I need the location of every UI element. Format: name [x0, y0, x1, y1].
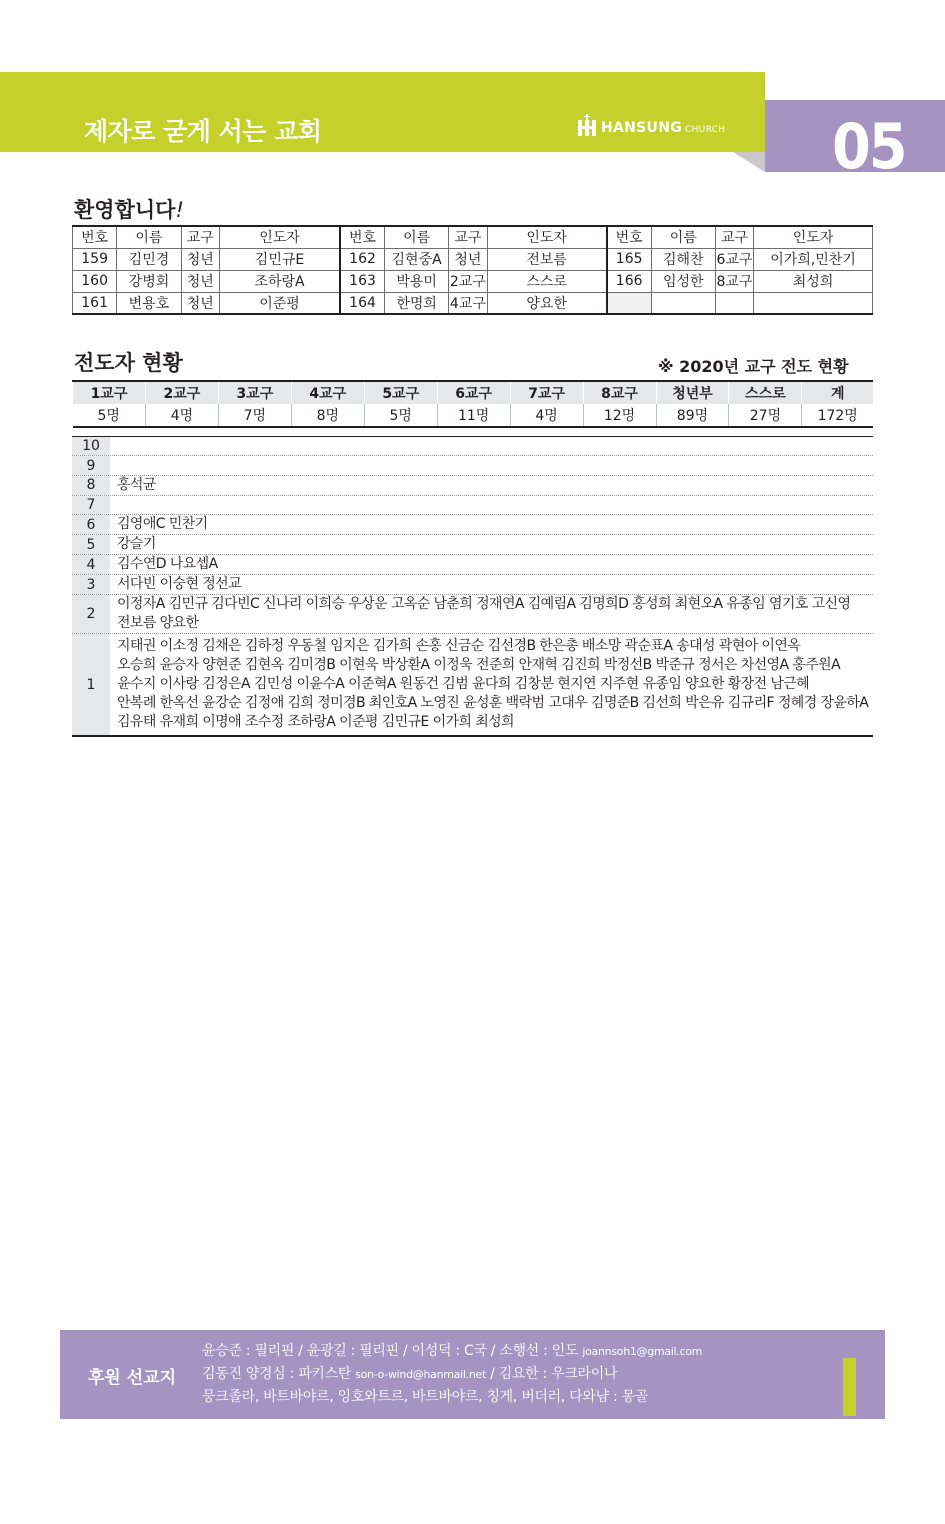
ranking-names [110, 456, 117, 474]
stats-value-cell: 11명 [437, 404, 510, 427]
welcome-header-cell: 번호 [73, 226, 117, 248]
welcome-header-row [73, 226, 873, 248]
stats-header-cell: 5교구 [364, 381, 437, 404]
ranking-names-line: 오승희 윤승자 양현준 김현옥 김미경B 이현욱 박상환A 이정욱 전준희 안재혁 김진희 박정선B 박준규 정서은 차선영A 홍주원A [117, 657, 841, 674]
welcome-cell: 160 [73, 270, 117, 292]
missionaries-list [202, 1340, 702, 1409]
welcome-cell: 청년 [449, 248, 487, 270]
ranking-names-line: 김수연D 나요셉A [117, 556, 218, 573]
welcome-cell: 변용호 [117, 292, 181, 314]
stats-value-cell: 172명 [802, 404, 873, 427]
welcome-cell [607, 292, 651, 314]
ranking-row [72, 476, 873, 496]
welcome-row [73, 292, 873, 314]
welcome-header-cell: 인도자 [487, 226, 607, 248]
welcome-header-cell: 인도자 [219, 226, 340, 248]
church-logo [578, 114, 725, 136]
page-title: 제자로 굳게 서는 교회 [84, 117, 322, 146]
ranking-names [110, 595, 850, 633]
ranking-count: 5 [72, 535, 110, 554]
stats-header-cell: 스스로 [729, 381, 802, 404]
welcome-cell: 이준평 [219, 292, 340, 314]
ranking-names [110, 496, 117, 514]
ranking-row [72, 575, 873, 595]
welcome-cell: 스스로 [487, 270, 607, 292]
welcome-cell: 8교구 [715, 270, 753, 292]
welcome-row [73, 270, 873, 292]
welcome-table [72, 225, 873, 315]
ranking-names-line: 안복례 한옥선 윤강순 김정애 김희 정미경B 최인호A 노영진 윤성훈 백락범 고대우 김명준B 김선희 박은유 김규리F 정혜경 장윤하A [117, 695, 869, 712]
welcome-cell: 이가희,민찬기 [754, 248, 873, 270]
ranking-names-line: 홍석균 [117, 476, 156, 493]
stats-header-cell: 8교구 [583, 381, 656, 404]
welcome-cell: 양요한 [487, 292, 607, 314]
ranking-count: 7 [72, 496, 110, 514]
stats-header-cell: 6교구 [437, 381, 510, 404]
missionaries-line [202, 1363, 702, 1386]
stats-header-cell: 7교구 [510, 381, 583, 404]
stats-value-cell: 5명 [364, 404, 437, 427]
ranking-count: 9 [72, 456, 110, 474]
page-number: 05 [832, 110, 906, 183]
welcome-title [74, 194, 184, 224]
ranking-names [110, 575, 241, 594]
ranking-row [72, 555, 873, 575]
stats-value-cell: 4명 [145, 404, 218, 427]
ranking-names-line: 지태권 이소정 김채은 김하정 우동철 임지은 김가희 손홍 신금순 김선경B 한은총 배소망 곽순표A 송대성 곽현아 이연옥 [117, 638, 801, 655]
ranking-names-line: 김영애C 민찬기 [117, 516, 208, 533]
stats-header-cell: 3교구 [218, 381, 291, 404]
logo-main-text: HANSUNG [601, 120, 683, 136]
ranking-count: 8 [72, 476, 110, 495]
stats-value-cell: 7명 [218, 404, 291, 427]
church-logo-icon [578, 114, 596, 136]
welcome-header-cell: 인도자 [754, 226, 873, 248]
stats-header-cell: 청년부 [656, 381, 729, 404]
welcome-cell: 김민규E [219, 248, 340, 270]
ranking-names [110, 476, 156, 495]
stats-value-cell: 5명 [73, 404, 146, 427]
welcome-cell: 2교구 [449, 270, 487, 292]
stats-value-cell: 8명 [291, 404, 364, 427]
missionaries-line [202, 1340, 702, 1363]
welcome-header-cell: 이름 [117, 226, 181, 248]
missionaries-label: 후원 선교지 [88, 1368, 177, 1388]
stats-header-cell: 계 [802, 381, 873, 404]
logo-sub-text: CHURCH [685, 125, 726, 135]
ranking-names-line: 김유태 유재희 이명애 조수정 조하랑A 이준평 김민규E 이가희 최성희 [117, 714, 514, 731]
welcome-cell: 4교구 [449, 292, 487, 314]
missionaries-box [60, 1330, 885, 1419]
ranking-names [110, 437, 117, 455]
welcome-header-cell: 번호 [340, 226, 384, 248]
welcome-cell: 전보름 [487, 248, 607, 270]
missionaries-line-text: 김동진 양경심 : 파키스탄 [202, 1366, 356, 1382]
welcome-cell: 최성희 [754, 270, 873, 292]
missionary-email: son-o-wind@hanmail.net [355, 1368, 486, 1381]
ranking-names-line: 윤수지 이사랑 김정은A 김민성 이윤수A 이준혁A 원동건 김범 윤다희 김창분 현지연 지주현 유종임 양요한 황장전 남근혜 [117, 676, 810, 693]
welcome-cell: 강병회 [117, 270, 181, 292]
stats-value-cell: 12명 [583, 404, 656, 427]
stats-header-row [73, 381, 874, 404]
ranking-count: 6 [72, 515, 110, 534]
missionary-email: joannsoh1@gmail.com [582, 1345, 703, 1358]
ranking-names-line: 이정자A 김민규 김다빈C 신나리 이희승 우상운 고옥순 남춘희 정재연A 김예림A 김명희D 홍성희 최현오A 유종임 염기호 고신영 [117, 596, 851, 613]
welcome-cell: 청년 [181, 248, 219, 270]
welcome-cell: 김민경 [117, 248, 181, 270]
ranking-count: 10 [72, 437, 110, 455]
welcome-cell: 162 [340, 248, 384, 270]
welcome-cell: 청년 [181, 292, 219, 314]
ranking-row [72, 515, 873, 535]
welcome-header-cell: 교구 [715, 226, 753, 248]
stats-header-cell: 2교구 [145, 381, 218, 404]
ranking-count: 2 [72, 595, 110, 633]
evangelism-title: 전도자 현황 [74, 351, 183, 375]
ranking-names-line: 서다빈 이숭현 정선교 [117, 576, 242, 593]
welcome-cell: 161 [73, 292, 117, 314]
ranking-names-line: 전보름 양요한 [117, 615, 199, 632]
welcome-cell: 6교구 [715, 248, 753, 270]
welcome-row [73, 248, 873, 270]
ranking-row [72, 456, 873, 475]
stats-value-cell: 27명 [729, 404, 802, 427]
ranking-row [72, 595, 873, 634]
evangelism-stats-table [72, 380, 873, 428]
ranking-row [72, 634, 873, 735]
ranking-names [110, 634, 868, 735]
evangelism-note: ※ 2020년 교구 전도 현황 [658, 357, 849, 376]
welcome-cell: 박용미 [384, 270, 448, 292]
welcome-header-cell: 교구 [181, 226, 219, 248]
welcome-cell: 김해찬 [651, 248, 715, 270]
welcome-header-cell: 이름 [651, 226, 715, 248]
ranking-count: 4 [72, 555, 110, 574]
ranking-count: 1 [72, 634, 110, 735]
welcome-cell [754, 292, 873, 314]
welcome-cell: 163 [340, 270, 384, 292]
ranking-row [72, 535, 873, 555]
missionaries-line: 뭉크졸라, 바트바야르, 잉호와트르, 바트바야르, 칭게, 버더러, 다와냠 : 몽골 [202, 1389, 649, 1405]
welcome-cell: 164 [340, 292, 384, 314]
welcome-title-mark: ! [175, 198, 184, 222]
evangelist-ranking-list [72, 436, 873, 737]
welcome-cell: 159 [73, 248, 117, 270]
welcome-cell: 165 [607, 248, 651, 270]
ranking-row [72, 496, 873, 515]
welcome-cell: 166 [607, 270, 651, 292]
missionaries-line-text: / 김요한 : 우크라이나 [485, 1366, 618, 1382]
welcome-cell: 조하랑A [219, 270, 340, 292]
welcome-cell: 한명희 [384, 292, 448, 314]
welcome-header-cell: 번호 [607, 226, 651, 248]
ranking-names [110, 515, 208, 534]
stats-value-row [73, 404, 874, 427]
ranking-count: 3 [72, 575, 110, 594]
ranking-names [110, 555, 218, 574]
stats-header-cell: 1교구 [73, 381, 146, 404]
ranking-names-line: 강슬기 [117, 536, 156, 553]
stats-header-cell: 4교구 [291, 381, 364, 404]
welcome-cell [715, 292, 753, 314]
accent-bar [843, 1358, 856, 1416]
missionaries-line-text: 윤승준 : 필리핀 / 윤광길 : 필리핀 / 이성덕 : C국 / 소행선 : 인도 [202, 1343, 583, 1359]
stats-value-cell: 89명 [656, 404, 729, 427]
stats-value-cell: 4명 [510, 404, 583, 427]
page-corner-fold [733, 152, 765, 172]
welcome-header-cell: 교구 [449, 226, 487, 248]
welcome-cell [651, 292, 715, 314]
ranking-names [110, 535, 156, 554]
welcome-cell: 청년 [181, 270, 219, 292]
welcome-cell: 김현중A [384, 248, 448, 270]
ranking-row [72, 437, 873, 456]
welcome-cell: 임성한 [651, 270, 715, 292]
welcome-title-text: 환영합니다 [74, 198, 176, 222]
welcome-header-cell: 이름 [384, 226, 448, 248]
